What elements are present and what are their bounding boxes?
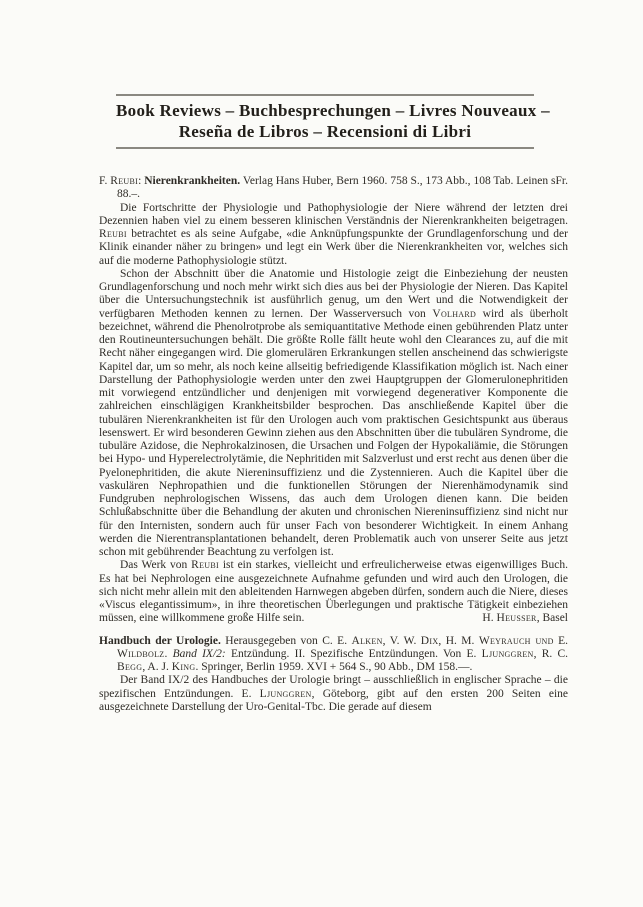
section-title <box>116 96 550 147</box>
review-paragraph-1: Der Band IX/2 des Handbuches der Urologie bringt – ausschließlich in englischer Sprache – die spezifischen Entzündungen. E. Ljunggren, Göteborg, gibt auf den ersten 200 Seiten eine ausgezeichnete Darstellung der Uro-Genital-Tbc. Die gerade auf diesem <box>99 674 568 713</box>
review-paragraph-2: Schon der Abschnitt über die Anatomie und Histologie zeigt die Einbeziehung der neusten Grundlagenforschung und noch mehr wirkt sich dies aus bei der Physiologie der Nieren. Das Kapitel über die Untersuchungstechnik ist ausführlich genug, um den Wert und die Notwendigkeit der verfügbaren Methoden kennen zu lernen. Der Wasserversuch von Volhard wird als überholt bezeichnet, während die Phenolrotprobe als semiquantitative Methode einen gebührenden Platz unter den Routineuntersuchungen behält. Die größte Rolle fällt heute wohl den Clearances zu, auf die mit Recht näher eingegangen wird. Die glomerulären Erkrankungen stellen anscheinend das schwierigste Kapitel dar, um so mehr, als noch keine allseitig befriedigende Klassifikation möglich ist. Nach einer Darstellung der Pathophysiologie werden unter den zwei Hauptgruppen der Glomerulonephritiden mit vorwiegend entzündlicher und denjenigen mit vorwiegend degenerativer Komponente die zahlreichen einschlägigen Krankheitsbilder besprochen. Das anschließende Kapitel über die tubulären Nierenkrankheiten ist für den Urologen auch vom praktischen Gesichtspunkt aus überaus lesenswert. Er wird besonderen Gewinn ziehen aus den Abschnitten über die tubulären Syndrome, die tubuläre Azidose, die Nephrokalzinosen, die Ursachen und Folgen der Hypokaliämie, die Störungen bei Hypo- und Hyperelectrolytämie, die Nephritiden mit Salzverlust und erst recht aus denen über die Pyelonephritiden, die akute Niereninsuffizienz und die Zystennieren. Auch die Kapitel über die vaskulären Nephropathien und die funktionellen Störungen der Nierenhämodynamik sind Fundgruben nephrologischen Wissens, das auch dem Urologen dienen kann. Die beiden Schlußabschnitte über die Behandlung der akuten und chronischen Niereninsuffizienz sind nicht nur für den Internisten, sondern auch für unser Fach von besonderer Wichtigkeit. In einem Anhang werden die Nierentransplantationen behandelt, deren Problematik auch von unserer Seite aus jetzt schon mit gebührender Beachtung zu verfolgen ist. <box>99 267 568 558</box>
book-citation: Handbuch der Urologie. Herausgegeben von C. E. Alken, V. W. Dix, H. M. Weyrauch und E. Wildbolz. Band IX/2: Entzündung. II. Spezifische Entzündungen. Von E. Ljunggren, R. C. Begg, A. J. King. Springer, Berlin 1959. XVI + 564 S., 90 Abb., DM 158.—. <box>99 634 569 673</box>
section-title-line2: Reseña de Libros – Recensioni di Libri <box>178 122 472 141</box>
review-paragraph-1: Die Fortschritte der Physiologie und Pathophysiologie der Niere während der letzten drei Dezennien haben viel zu einem besseren klinischen Verständnis der Nierenkrankheiten beigetragen. Reubi betrachtet es als seine Aufgabe, «die Anknüpfungspunkte der Grundlagenforschung und der Klinik einander näher zu bringen» und legt ein Werk über die Nierenkrankheiten vor, welches sich auf die moderne Pathophysiologie stützt. <box>99 201 568 267</box>
reviewer-signature: H. Heusser, Basel <box>482 612 568 625</box>
reviews-content <box>99 175 568 714</box>
book-citation: F. Reubi: Nierenkrankheiten. Verlag Hans Huber, Bern 1960. 758 S., 173 Abb., 108 Tab. Leinen sFr. 88.–. <box>99 175 568 201</box>
section-header <box>116 94 550 149</box>
section-title-line1: Book Reviews – Buchbesprechungen – Livres Nouveaux – <box>116 101 550 120</box>
header-rule-bottom <box>116 147 534 149</box>
header-rule-top <box>116 94 534 96</box>
paragraph-text: Das Werk von Reubi ist ein starkes, vielleicht und erfreulicherweise etwas eigenwilliges Buch. Es hat bei Nephrologen eine ausgezeichnete Aufnahme gefunden und wird auch den Urologen, die sich nicht mehr allein mit den ableitenden Harnwegen abgeben dürfen, sondern auch die Niere, dieses «Viscus elegantissimum», in ihre theoretischen Überlegungen und praktische Tätigkeit einbeziehen müssen, eine willkommene große Hilfe sein. <box>99 559 568 625</box>
review-paragraph-3 <box>99 559 568 625</box>
review-reubi-nierenkrankheiten <box>99 175 568 626</box>
review-handbuch-urologie <box>99 635 568 715</box>
